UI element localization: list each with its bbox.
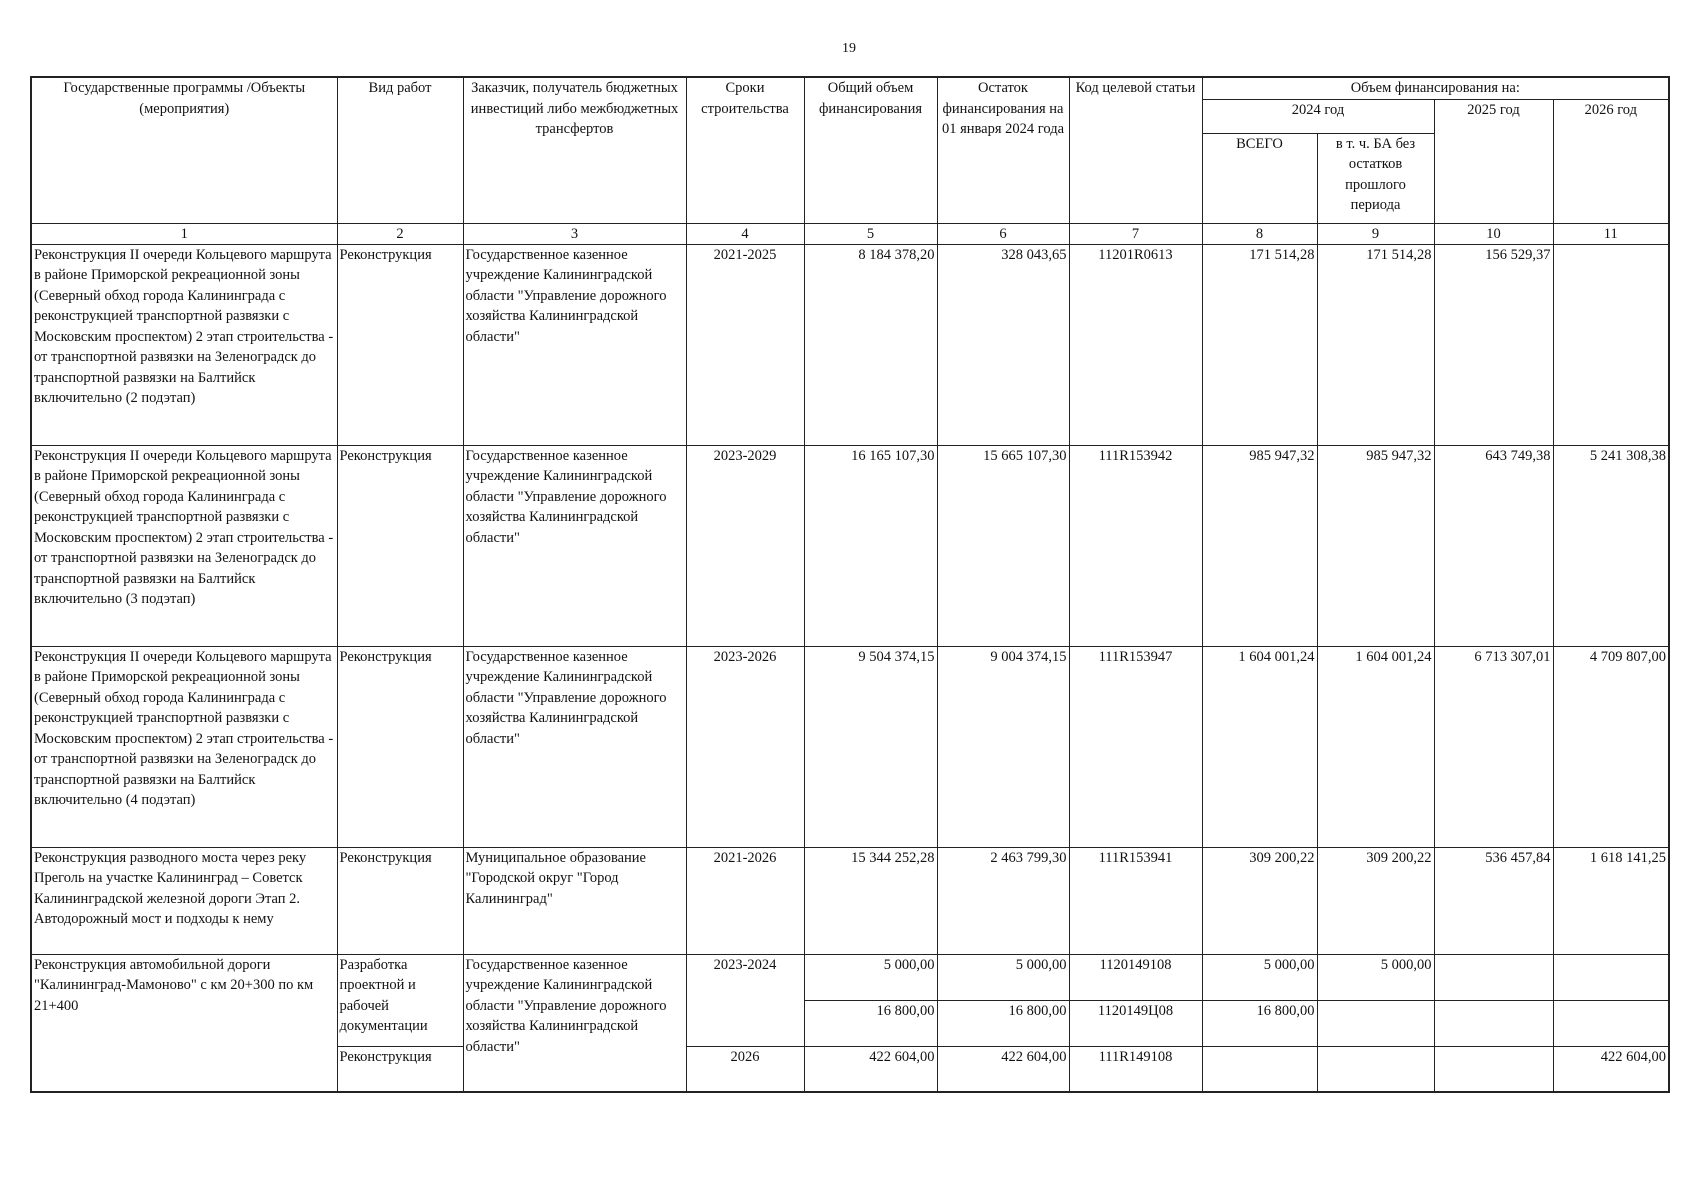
amount-2025 [1434,1046,1553,1092]
header-2024-ba: в т. ч. БА без остатков прошлого периода [1317,133,1434,223]
customer: Муниципальное образование "Городской округ "Город Калининград" [463,847,686,954]
object-name: Реконструкция II очереди Кольцевого маршрута в районе Приморской рекреационной зоны (Северный обход города Калининграда с реконструкцией транспортной развязки с Московским проспектом) 2 этап строительства - от транспортной развязки на Зеленоградск до транспортной развязки на Балтийск включительно (3 подэтап) [31,445,337,646]
amount-2025: 6 713 307,01 [1434,646,1553,847]
amount-2025 [1434,954,1553,1000]
object-name: Реконструкция II очереди Кольцевого маршрута в районе Приморской рекреационной зоны (Северный обход города Калининграда с реконструкцией транспортной развязки с Московским проспектом) 2 этап строительства - от транспортной развязки на Зеленоградск до транспортной развязки на Балтийск включительно (4 подэтап) [31,646,337,847]
customer: Государственное казенное учреждение Калининградской области "Управление дорожного хозяйства Калининградской области" [463,954,686,1092]
remainder-amount: 2 463 799,30 [937,847,1069,954]
col-number: 9 [1317,223,1434,244]
amount-2024-ba [1317,1000,1434,1046]
amount-2026: 1 618 141,25 [1553,847,1669,954]
table-row [31,954,1669,1000]
work-type: Реконструкция [337,445,463,646]
col-number: 3 [463,223,686,244]
amount-2024-ba: 5 000,00 [1317,954,1434,1000]
total-amount: 5 000,00 [804,954,937,1000]
col-number: 10 [1434,223,1553,244]
amount-2025 [1434,1000,1553,1046]
amount-2025: 643 749,38 [1434,445,1553,646]
amount-2024-total: 309 200,22 [1202,847,1317,954]
work-type: Разработка проектной и рабочей документации [337,954,463,1046]
amount-2024-total: 171 514,28 [1202,244,1317,445]
amount-2024-total: 5 000,00 [1202,954,1317,1000]
amount-2026 [1553,1000,1669,1046]
table-row [31,244,1669,445]
col-number: 7 [1069,223,1202,244]
amount-2024-ba: 1 604 001,24 [1317,646,1434,847]
work-type: Реконструкция [337,646,463,847]
work-type: Реконструкция [337,847,463,954]
header-period: Сроки строительства [686,77,804,223]
remainder-amount: 328 043,65 [937,244,1069,445]
amount-2024-total: 985 947,32 [1202,445,1317,646]
total-amount: 16 165 107,30 [804,445,937,646]
customer: Государственное казенное учреждение Калининградской области "Управление дорожного хозяйства Калининградской области" [463,244,686,445]
object-name: Реконструкция II очереди Кольцевого маршрута в районе Приморской рекреационной зоны (Северный обход города Калининграда с реконструкцией транспортной развязки с Московским проспектом) 2 этап строительства - от транспортной развязки на Зеленоградск до транспортной развязки на Балтийск включительно (2 подэтап) [31,244,337,445]
work-type: Реконструкция [337,244,463,445]
period: 2021-2026 [686,847,804,954]
target-code: 111R149108 [1069,1046,1202,1092]
period: 2026 [686,1046,804,1092]
target-code: 111R153947 [1069,646,1202,847]
target-code: 1120149108 [1069,954,1202,1000]
customer: Государственное казенное учреждение Калининградской области "Управление дорожного хозяйства Калининградской области" [463,445,686,646]
total-amount: 9 504 374,15 [804,646,937,847]
target-code: 1120149Ц08 [1069,1000,1202,1046]
amount-2026 [1553,244,1669,445]
remainder-amount: 5 000,00 [937,954,1069,1000]
remainder-amount: 9 004 374,15 [937,646,1069,847]
amount-2026: 4 709 807,00 [1553,646,1669,847]
header-objects: Государственные программы /Объекты (мероприятия) [31,77,337,223]
object-name: Реконструкция разводного моста через реку Преголь на участке Калининград – Советск Калининградской железной дороги Этап 2. Автодорожный мост и подходы к нему [31,847,337,954]
remainder-amount: 422 604,00 [937,1046,1069,1092]
amount-2026: 5 241 308,38 [1553,445,1669,646]
amount-2024-total: 1 604 001,24 [1202,646,1317,847]
table-row [31,445,1669,646]
work-type: Реконструкция [337,1046,463,1092]
amount-2026 [1553,954,1669,1000]
amount-2024-ba [1317,1046,1434,1092]
customer: Государственное казенное учреждение Калининградской области "Управление дорожного хозяйства Калининградской области" [463,646,686,847]
period: 2023-2026 [686,646,804,847]
header-customer: Заказчик, получатель бюджетных инвестиций либо межбюджетных трансфертов [463,77,686,223]
total-amount: 422 604,00 [804,1046,937,1092]
period: 2023-2024 [686,954,804,1046]
object-name: Реконструкция автомобильной дороги "Калининград-Мамоново" с км 20+300 по км 21+400 [31,954,337,1092]
amount-2026: 422 604,00 [1553,1046,1669,1092]
col-number: 1 [31,223,337,244]
financing-table [30,76,1670,1093]
amount-2024-ba: 171 514,28 [1317,244,1434,445]
header-remainder: Остаток финансирования на 01 января 2024 года [937,77,1069,223]
target-code: 11201R0613 [1069,244,1202,445]
amount-2024-total: 16 800,00 [1202,1000,1317,1046]
total-amount: 15 344 252,28 [804,847,937,954]
target-code: 111R153941 [1069,847,1202,954]
header-code: Код целевой статьи [1069,77,1202,223]
period: 2021-2025 [686,244,804,445]
amount-2024-ba: 309 200,22 [1317,847,1434,954]
amount-2024-total [1202,1046,1317,1092]
header-work-type: Вид работ [337,77,463,223]
header-year-2024: 2024 год [1202,99,1434,133]
header-funding-group: Объем финансирования на: [1202,77,1669,99]
amount-2024-ba: 985 947,32 [1317,445,1434,646]
page-number: 19 [842,41,856,56]
table-row [31,847,1669,954]
col-number: 8 [1202,223,1317,244]
remainder-amount: 15 665 107,30 [937,445,1069,646]
col-number: 2 [337,223,463,244]
period: 2023-2029 [686,445,804,646]
header-2024-total: ВСЕГО [1202,133,1317,223]
remainder-amount: 16 800,00 [937,1000,1069,1046]
col-number: 11 [1553,223,1669,244]
total-amount: 8 184 378,20 [804,244,937,445]
target-code: 111R153942 [1069,445,1202,646]
total-amount: 16 800,00 [804,1000,937,1046]
header-year-2026: 2026 год [1553,99,1669,223]
table-row [31,646,1669,847]
amount-2025: 536 457,84 [1434,847,1553,954]
amount-2025: 156 529,37 [1434,244,1553,445]
header-year-2025: 2025 год [1434,99,1553,223]
header-total: Общий объем финансирования [804,77,937,223]
col-number: 5 [804,223,937,244]
col-number: 4 [686,223,804,244]
col-number: 6 [937,223,1069,244]
